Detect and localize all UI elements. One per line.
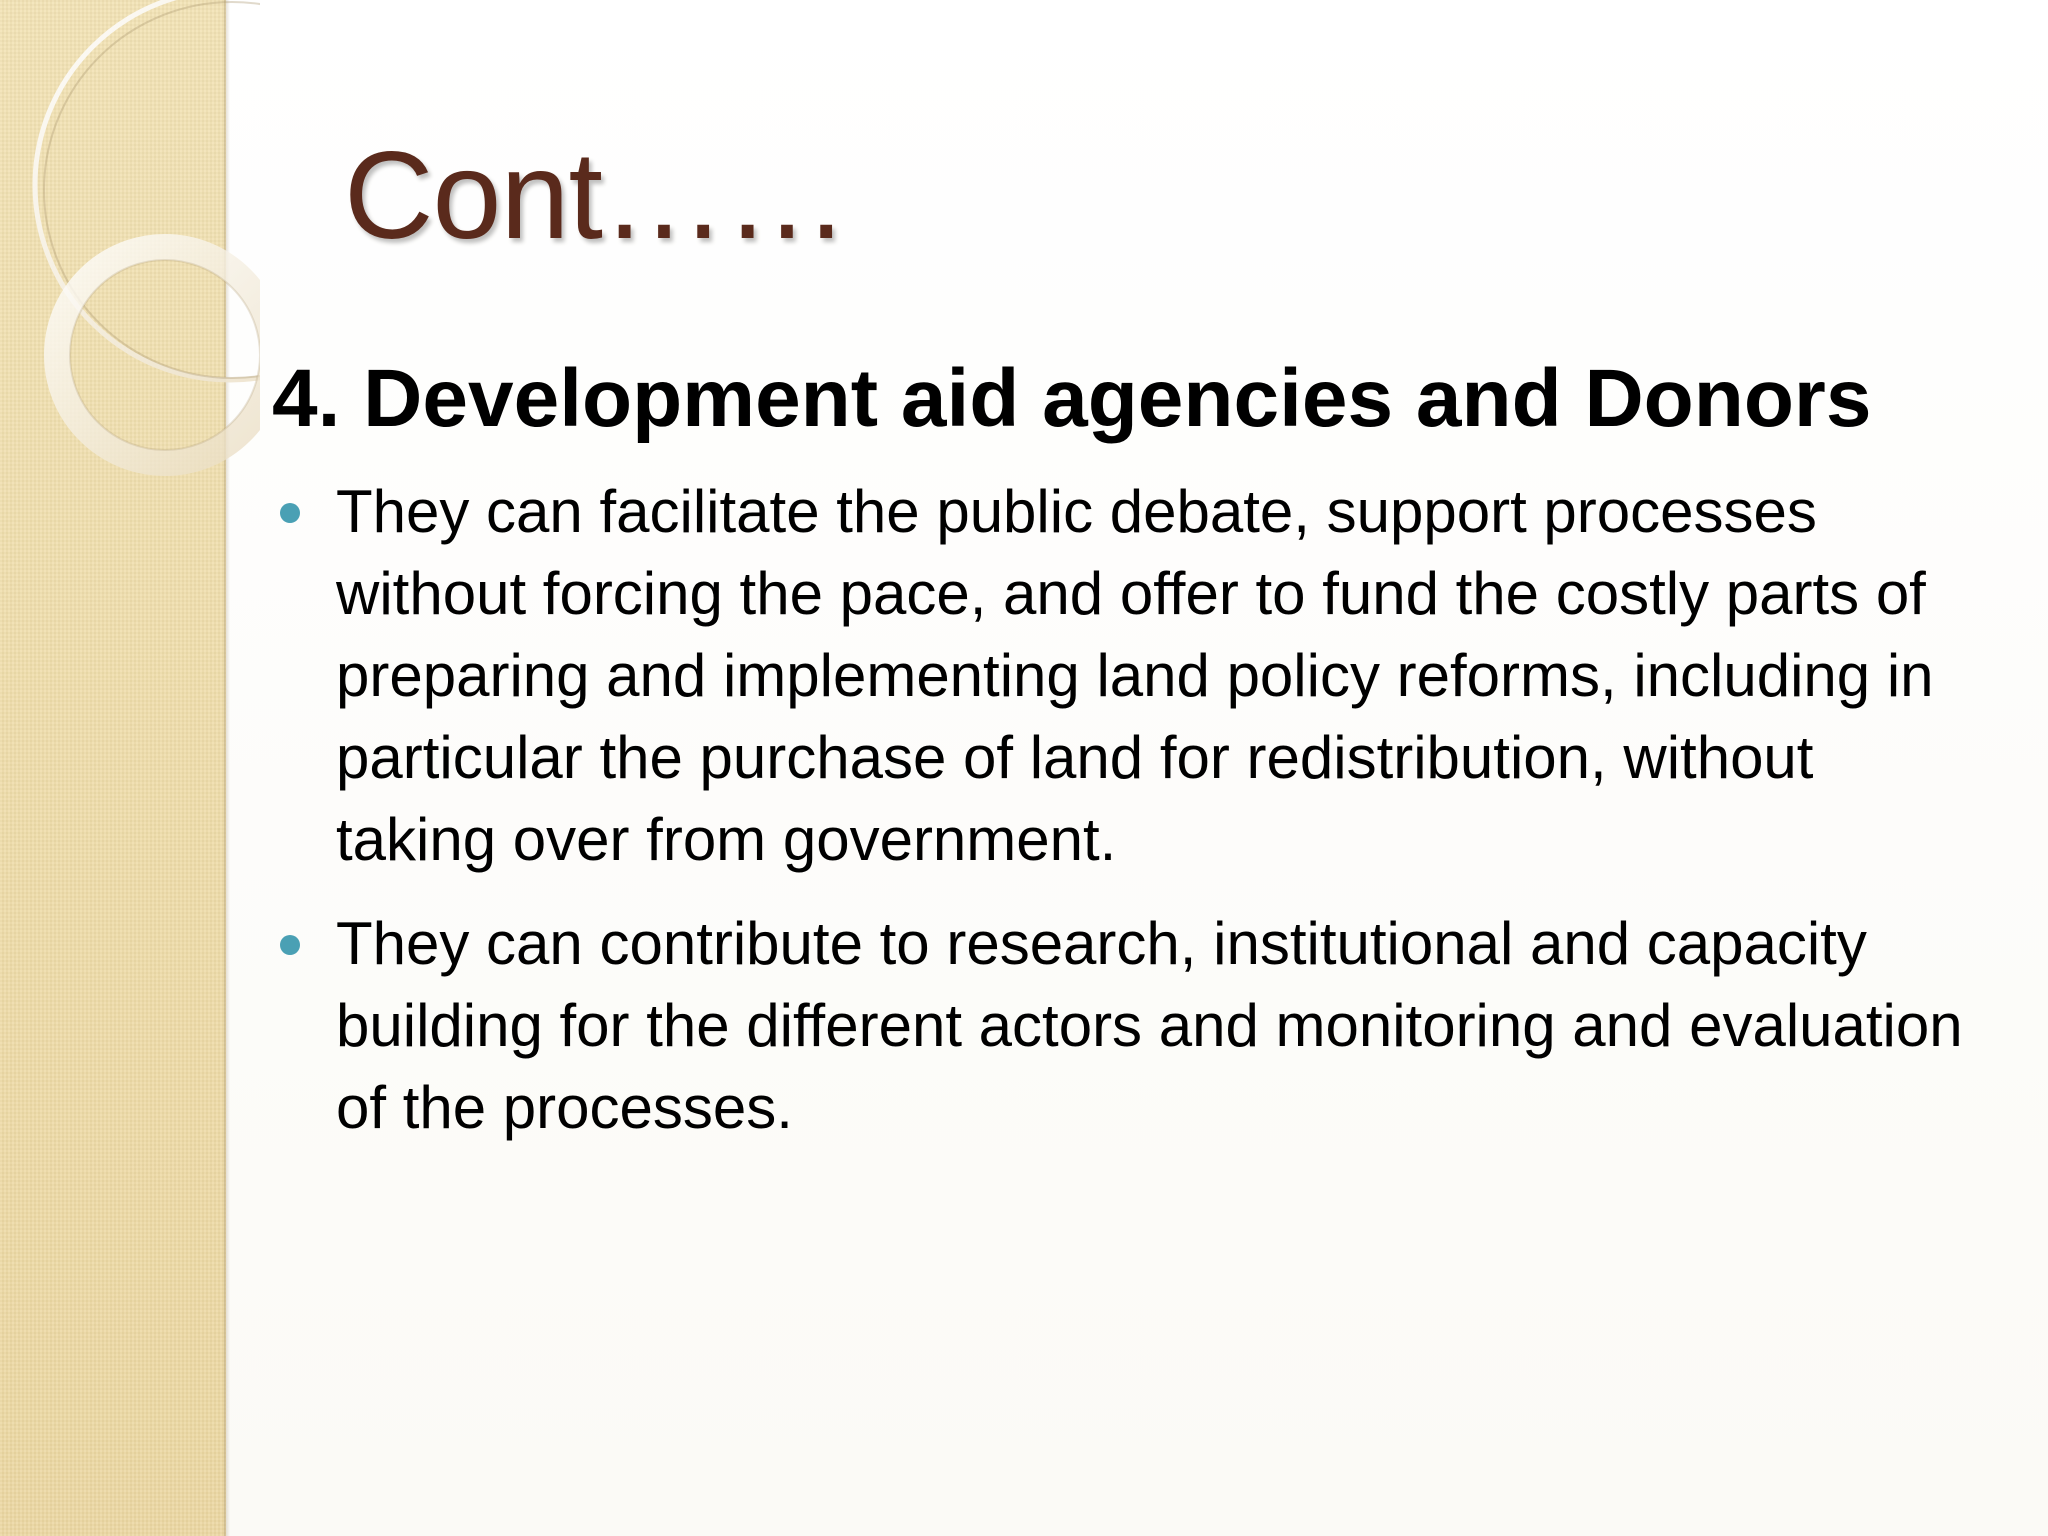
bullet-item [272, 471, 1972, 881]
bullet-text: They can facilitate the public debate, support processes without forcing the pace, and offer to fund the costly parts of preparing and implementing land policy reforms, including in particular the purchase of land for redistribution, without taking over from government. [336, 478, 1934, 873]
slide-title: Cont…… [344, 127, 848, 265]
section-heading: 4. Development aid agencies and Donors [272, 353, 1872, 444]
dot-icon [280, 935, 300, 955]
dot-icon [280, 503, 300, 523]
rings-decoration-icon [0, 0, 260, 520]
bullet-text: They can contribute to research, institutional and capacity building for the different actors and monitoring and evaluation of the processes. [336, 910, 1963, 1141]
slide-content [272, 345, 1972, 1171]
bullet-list [272, 471, 1972, 1149]
bullet-item [272, 903, 1972, 1149]
